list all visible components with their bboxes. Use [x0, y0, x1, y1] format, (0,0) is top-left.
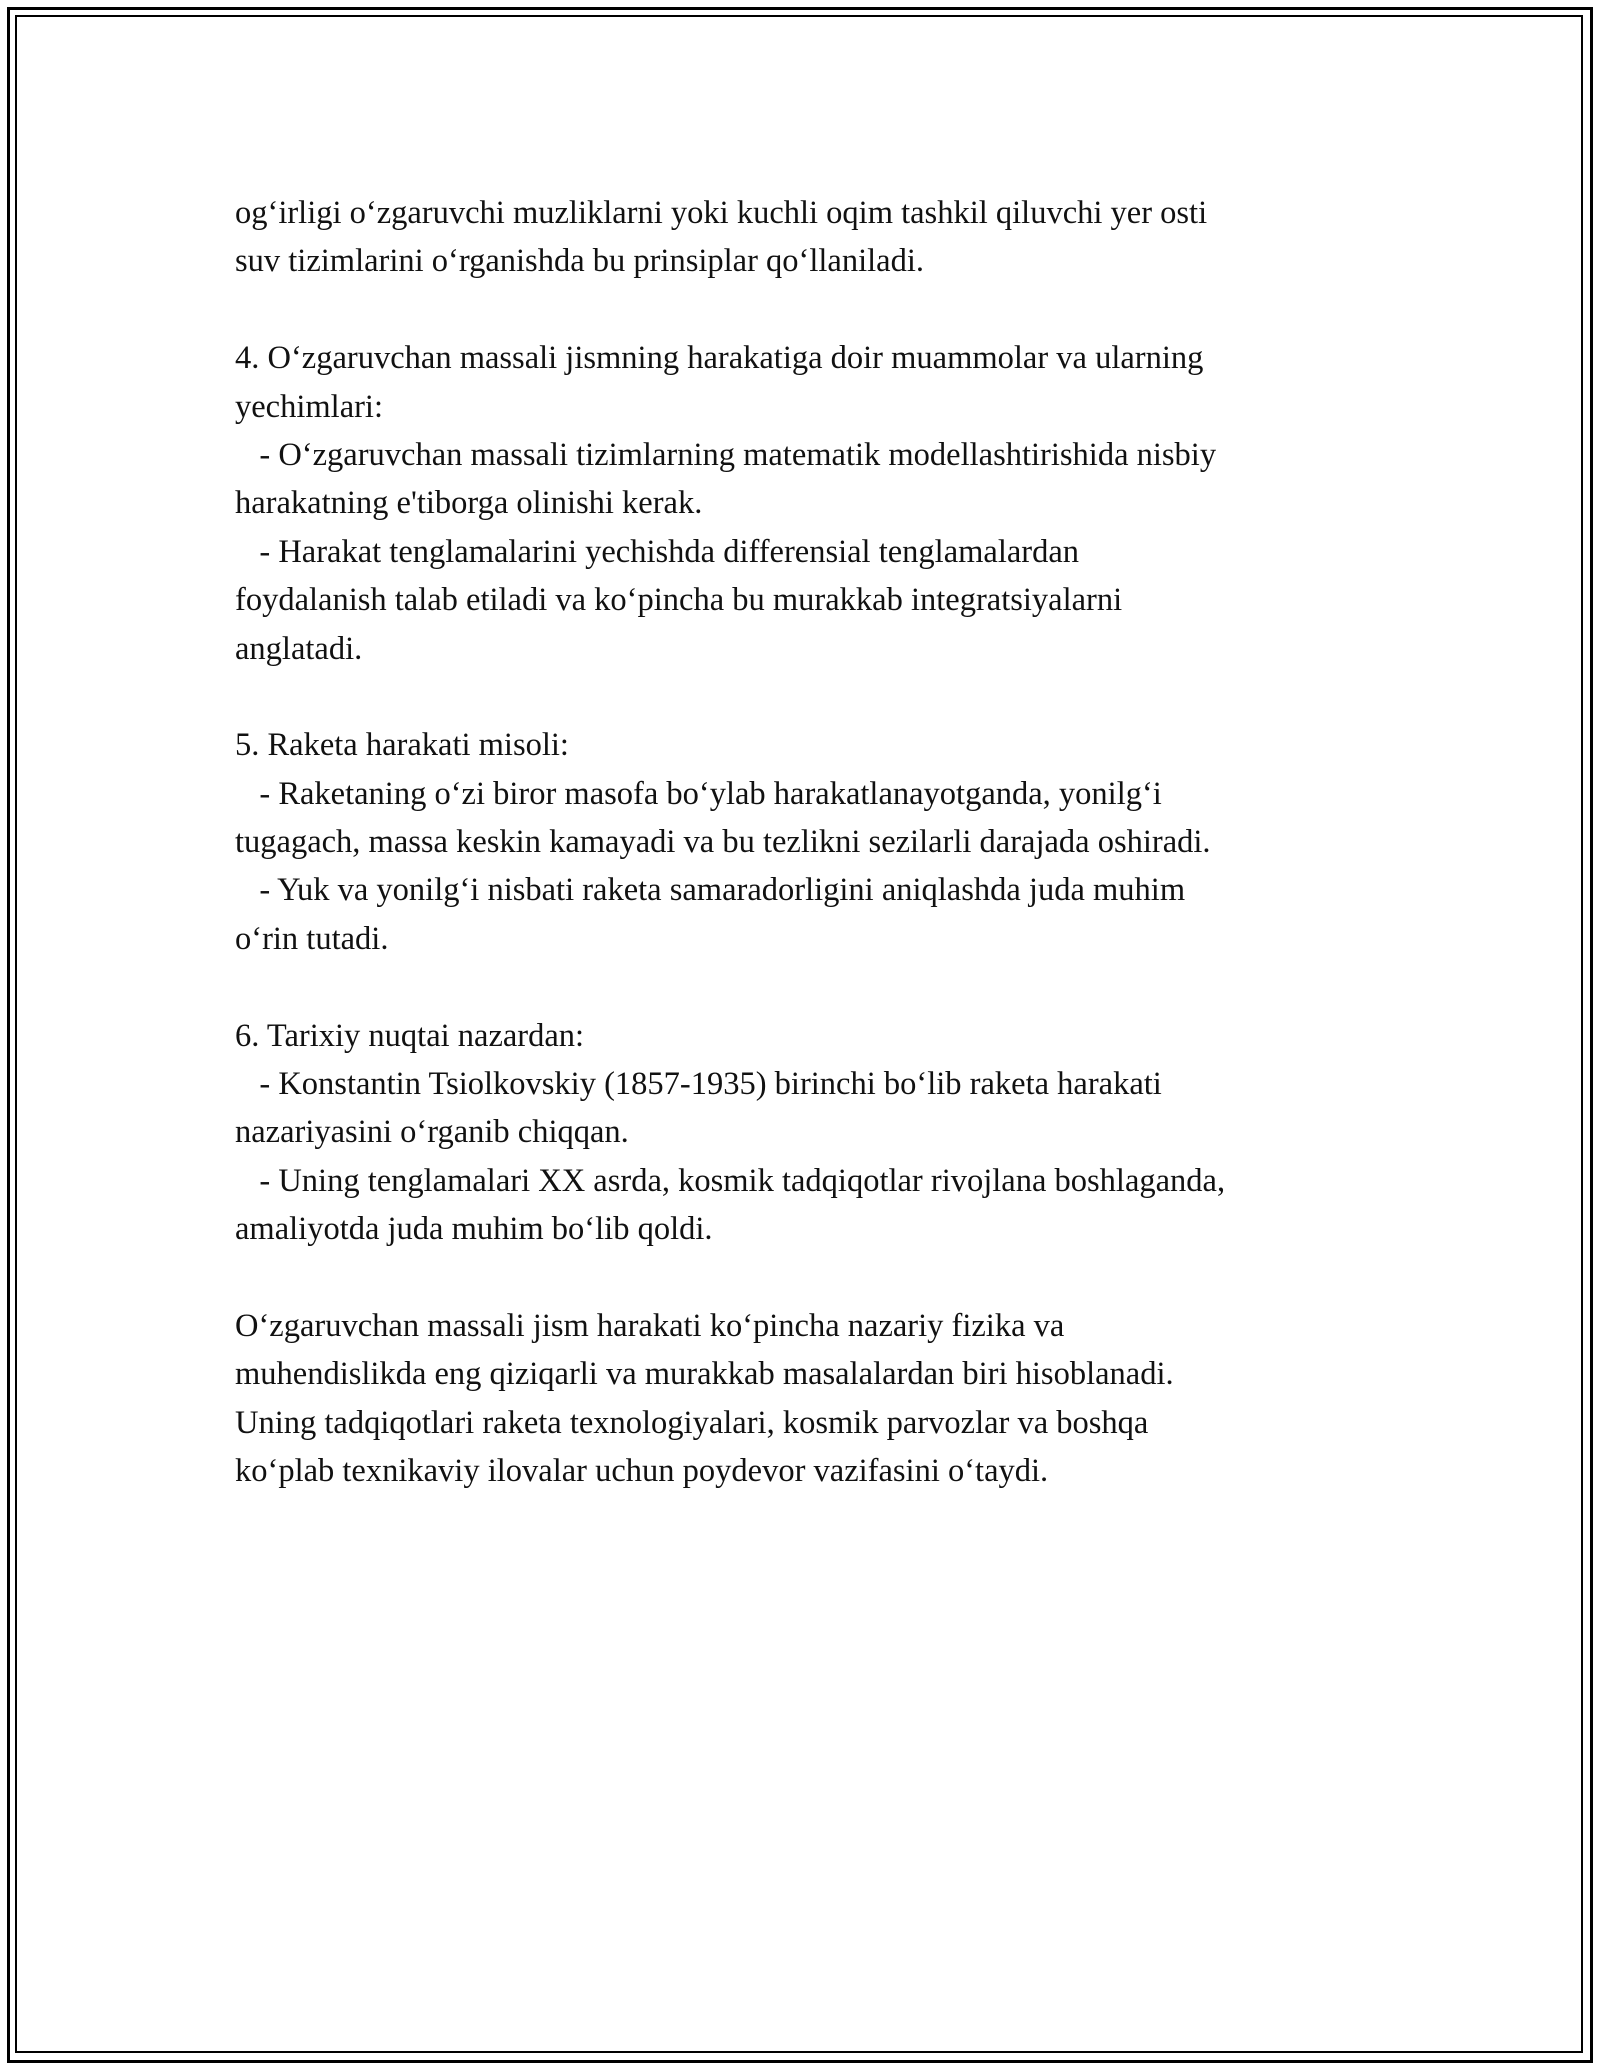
text-line: o‘rin tutadi.: [235, 920, 389, 957]
text-line: anglatadi.: [235, 630, 363, 667]
bullet-item: - Uning tenglamalari XX asrda, kosmik tadqiqotlar rivojlana boshlaganda,: [235, 1162, 1226, 1199]
text-line: tugagach, massa keskin kamayadi va bu tezlikni sezilarli darajada oshiradi.: [235, 824, 1211, 861]
document-body: [235, 189, 1415, 1496]
section-5-heading: 5. Raketa harakati misoli:: [235, 727, 569, 764]
bullet-item: - Raketaning o‘zi biror masofa bo‘ylab harakatlanayotganda, yonilg‘i: [235, 775, 1162, 812]
text-line: nazariyasini o‘rganib chiqqan.: [235, 1114, 629, 1151]
section-6-heading: 6. Tarixiy nuqtai nazardan:: [235, 1017, 585, 1054]
section-4-heading: 4. O‘zgaruvchan massali jismning harakatiga doir muammolar va ularning: [235, 340, 1204, 377]
text-line: harakatning e'tiborga olinishi kerak.: [235, 485, 703, 522]
bullet-item: - Konstantin Tsiolkovskiy (1857-1935) birinchi bo‘lib raketa harakati: [235, 1066, 1162, 1103]
bullet-item: - Harakat tenglamalarini yechishda differensial tenglamalardan: [235, 533, 1080, 570]
text-line: amaliyotda juda muhim bo‘lib qoldi.: [235, 1211, 713, 1248]
blank-line: [235, 286, 1415, 334]
blank-line: [235, 963, 1415, 1011]
bullet-item: - O‘zgaruvchan massali tizimlarning matematik modellashtirishida nisbiy: [235, 436, 1217, 473]
text-line: suv tizimlarini o‘rganishda bu prinsiplar qo‘llaniladi.: [235, 243, 924, 280]
blank-line: [235, 1254, 1415, 1302]
text-line: og‘irligi o‘zgaruvchi muzliklarni yoki kuchli oqim tashkil qiluvchi yer osti: [235, 195, 1208, 231]
conclusion-line: ko‘plab texnikaviy ilovalar uchun poydevor vazifasini o‘taydi.: [235, 1453, 1049, 1490]
text-line: foydalanish talab etiladi va ko‘pincha bu murakkab integratsiyalarni: [235, 582, 1123, 619]
conclusion-line: muhendislikda eng qiziqarli va murakkab masalalardan biri hisoblanadi.: [235, 1356, 1174, 1393]
conclusion-line: O‘zgaruvchan massali jism harakati ko‘pincha nazariy fizika va: [235, 1307, 1065, 1344]
blank-line: [235, 673, 1415, 721]
text-line: yechimlari:: [235, 388, 383, 425]
conclusion-line: Uning tadqiqotlari raketa texnologiyalari, kosmik parvozlar va boshqa: [235, 1404, 1149, 1441]
bullet-item: - Yuk va yonilg‘i nisbati raketa samaradorligini aniqlashda juda muhim: [235, 872, 1186, 909]
